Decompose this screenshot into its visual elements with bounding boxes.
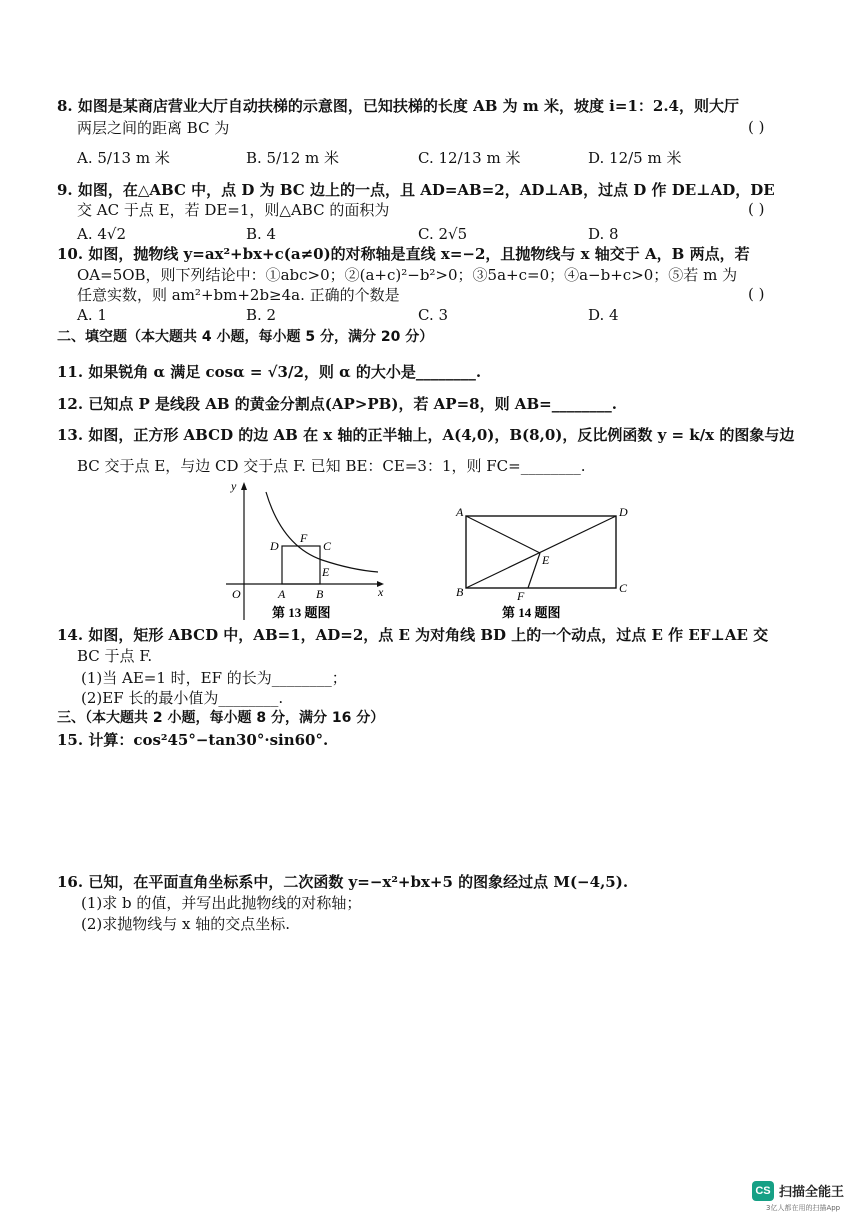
fig14-label-d: D [619,505,628,519]
q14-sub1: (1)当 AE=1 时，EF 的长为________； [81,669,347,687]
fig14-label-b: B [456,585,464,599]
fig14-segment-ef [528,553,540,588]
q11-text: 11. 如果锐角 α 满足 cosα = √3/2，则 α 的大小是________. [57,363,482,381]
q8-option-d: D. 12/5 m 米 [588,149,682,167]
q9-option-d: D. 8 [588,225,619,243]
q10-option-a: A. 1 [77,306,107,324]
q13-line1: 13. 如图，正方形 ABCD 的边 AB 在 x 轴的正半轴上，A(4,0)，B(8,0)，反比例函数 y = k/x 的图象与边 [57,426,795,444]
q10-answer-paren: ( ) [748,285,765,303]
fig13-hyperbola [266,492,378,572]
q10-option-b: B. 2 [246,306,277,324]
fig13-label-x: x [378,585,384,599]
fig14-label-a: A [456,505,464,519]
q10-option-d: D. 4 [588,306,619,324]
fig14-label-c: C [619,581,628,595]
fig13-label-e: E [322,565,330,579]
fig13-caption: 第 13 题图 [272,605,331,620]
camscanner-brand: 扫描全能王 [779,1185,845,1200]
q14-sub2: (2)EF 长的最小值为________. [81,689,284,707]
q8-option-a: A. 5/13 m 米 [77,149,170,167]
q8-line2: 两层之间的距离 BC 为 [77,119,230,137]
fig14-segment-ae [466,516,540,553]
q9-option-c: C. 2√5 [418,225,468,243]
q10-line3: 任意实数，则 am²+bm+2b≥4a. 正确的个数是 [77,286,400,304]
q15-text: 15. 计算：cos²45°−tan30°·sin60°. [57,731,329,749]
q9-answer-paren: ( ) [748,200,765,218]
q13-line2: BC 交于点 E，与边 CD 交于点 F. 已知 BE：CE=3：1，则 FC=________. [77,457,586,475]
q9-option-a: A. 4√2 [77,225,127,243]
q9-option-b: B. 4 [246,225,277,243]
q12-text: 12. 已知点 P 是线段 AB 的黄金分割点(AP>PB)，若 AP=8，则 AB=________. [57,395,617,413]
fig14-label-e: E [542,553,550,567]
q8-answer-paren: ( ) [748,118,765,136]
q14-line2: BC 于点 F. [77,647,153,665]
fig13-label-o: O [232,587,241,601]
q8-line1: 8. 如图是某商店营业大厅自动扶梯的示意图，已知扶梯的长度 AB 为 m 米，坡度 i=1：2.4，则大厅 [57,97,739,115]
figure-14 [452,498,642,624]
section3-heading: 三、（本大题共 2 小题，每小题 8 分，满分 16 分） [57,710,385,726]
fig13-label-c: C [323,539,332,553]
q10-option-c: C. 3 [418,306,449,324]
q10-line1: 10. 如图，抛物线 y=ax²+bx+c(a≠0)的对称轴是直线 x=−2，且抛物线与 x 轴交于 A，B 两点，若 [57,245,750,263]
q16-sub1: (1)求 b 的值，并写出此抛物线的对称轴； [81,894,362,912]
fig13-label-d: D [270,539,279,553]
q16-line1: 16. 已知，在平面直角坐标系中，二次函数 y=−x²+bx+5 的图象经过点 M(−4,5). [57,873,629,891]
camscanner-logo-icon: CS [752,1181,774,1201]
camscanner-tagline: 3亿人都在用的扫描App [766,1204,841,1212]
fig13-label-a: A [278,587,286,601]
fig13-y-arrow [241,482,247,490]
fig13-label-b: B [316,587,324,601]
fig14-caption: 第 14 题图 [502,605,561,620]
q8-option-b: B. 5/12 m 米 [246,149,340,167]
figure-13 [222,474,392,624]
section2-heading: 二、填空题（本大题共 4 小题，每小题 5 分，满分 20 分） [57,329,434,345]
q9-line2: 交 AC 于点 E，若 DE=1，则△ABC 的面积为 [77,201,390,219]
q14-line1: 14. 如图，矩形 ABCD 中，AB=1，AD=2，点 E 为对角线 BD 上的一个动点，过点 E 作 EF⊥AE 交 [57,626,769,644]
q8-option-c: C. 12/13 m 米 [418,149,521,167]
q16-sub2: (2)求抛物线与 x 轴的交点坐标. [81,915,291,933]
q9-line1: 9. 如图，在△ABC 中，点 D 为 BC 边上的一点，且 AD=AB=2，AD⊥AB，过点 D 作 DE⊥AD，DE [57,181,775,199]
fig14-label-f: F [517,589,525,603]
q10-line2: OA=5OB，则下列结论中：①abc>0；②(a+c)²−b²>0；③5a+c=0；④a−b+c>0；⑤若 m 为 [77,266,738,284]
fig13-label-y: y [231,479,237,493]
fig13-label-f: F [300,531,308,545]
fig13-square [282,546,320,584]
